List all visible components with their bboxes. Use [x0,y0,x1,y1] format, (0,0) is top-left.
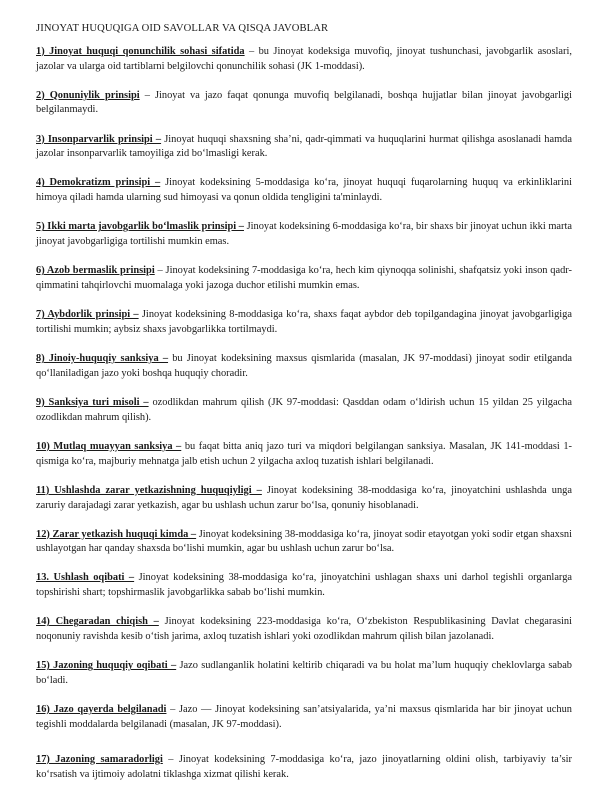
entry-text: – bu Jinoyat kodeksiga muvofiq, jinoyat tushunchasi, javobgarlik asoslari, jazolar va ularga oid tartiblarni belgilovchi qonunchilik sohasi (JK 1-moddasi). [36,45,572,72]
entry-text: – Jinoyat kodeksining 7-moddasiga ko‘ra, hech kim qiynoqqa solinishi, shafqatsiz yoki inson qadr-qimmatini tahqirlovchi muomalaga yoki jazoga duchor etilishi mumkin emas. [36,265,572,292]
qa-entry-14 [36,615,572,645]
entry-term: 15) Jazoning huquqiy oqibati – [36,660,177,672]
entry-text: – Jinoyat va jazo faqat qonunga muvofiq belgilanadi, boshqa hujjatlar bilan jinoyat javobgarligi belgilanmaydi. [36,89,572,116]
entry-term: 7) Aybdorlik prinsipi – [36,309,139,321]
entry-text: Jinoyat kodeksining 6-moddasiga ko‘ra, bir shaxs bir jinoyat uchun ikki marta jinoyat javobgarligiga tortilishi mumkin emas. [36,221,573,248]
entry-term: 6) Azob bermaslik prinsipi [36,265,155,277]
qa-entry-12 [36,528,572,558]
qa-entry-15 [36,659,572,689]
qa-entry-9 [36,396,572,426]
entry-term: 12) Zarar yetkazish huquqi kimda – [36,528,197,540]
entry-term: 3) Insonparvarlik prinsipi – [36,133,162,145]
entry-term: 9) Sanksiya turi misoli – [36,396,149,408]
entry-text: Jinoyat kodeksining 223-moddasiga ko‘ra, O‘zbekiston Respublikasining Davlat chegarasini noqonuniy ravishda kesib o‘tish jarima, axloq tuzatish ishlari yoki ozodlikdan mahrum qilish bilan jazolanadi. [36,616,572,643]
qa-entry-11 [36,484,572,514]
entry-term: 14) Chegaradan chiqish – [36,616,159,628]
entry-term: 11) Ushlashda zarar yetkazishning huquqiyligi – [36,484,262,496]
entry-text: – Jazo — Jinoyat kodeksining san’atsiyalarida, ya’ni maxsus qismlarida har bir jinoyat uchun tegishli moddalarda belgilanadi (masalan, JK 97-moddasi). [36,704,572,730]
qa-entry-16 [36,703,572,733]
entry-text: Jinoyat kodeksining 38-moddasiga ko‘ra, jinoyatchini ushlashda unga zaruriy darajadagi zarar yetkazish, agar bu ushlash uchun zarur bo‘lsa, qonuniy hisoblanadi. [36,484,572,511]
qa-entry-6 [36,264,572,294]
entry-text: bu faqat bitta aniq jazo turi va miqdori belgilangan sanksiya. Masalan, JK 141-moddasi 1-qismiga ko‘ra, majburiy mehnatga jalb etish uchun 2 yilgacha axloq tuzatish ishlari belgilanadi. [36,440,572,467]
qa-entry-1 [36,45,572,75]
entry-text: bu Jinoyat kodeksining maxsus qismlarida (masalan, JK 97-moddasi) jinoyat sodir etilganda qo‘llaniladigan jazo yoki boshqa huquqiy choradir. [36,353,572,379]
qa-entry-10 [36,440,572,470]
qa-entry-2 [36,89,572,119]
entry-text: Jinoyat kodeksining 8-moddasiga ko‘ra, shaxs faqat aybdor deb topilgandagina jinoyat javobgarligiga tortilishi mumkin; aybsiz shaxs javobgarlikka tortilmaydi. [36,309,572,335]
qa-entry-5 [36,220,572,250]
entry-term: 5) Ikki marta javobgarlik bo‘lmaslik prinsipi – [36,221,244,233]
entry-text: ozodlikdan mahrum qilish (JK 97-moddasi: Qasddan odam o‘ldirish uchun 15 yildan 25 yilgacha ozodlikdan mahrum qilish). [36,396,572,423]
entry-term: 4) Demokratizm prinsipi – [36,177,161,189]
document-title: JINOYAT HUQUQIGA OID SAVOLLAR VA QISQA JAVOBLAR [36,23,329,34]
entry-term: 10) Mutlaq muayyan sanksiya – [36,440,182,452]
qa-entry-7 [36,308,572,338]
qa-entry-3 [36,133,572,163]
entry-text: Jinoyat kodeksining 38-moddasiga ko‘ra, jinoyat sodir etayotgan yoki sodir etgan shaxsni ushlayotgan har qanday shaxsda bo‘lishi mumkin, agar bu ushlash uchun zarur bo‘lsa. [36,528,573,555]
qa-entry-8 [36,352,572,382]
qa-entry-13 [36,571,572,601]
entry-term: 1) Jinoyat huquqi qonunchilik sohasi sifatida [36,45,245,57]
entry-term: 13. Ushlash oqibati – [36,572,135,584]
entry-text: Jinoyat huquqi shaxsning sha’ni, qadr-qimmati va huquqlarini hurmat qilishga asoslanadi hamda jazolar insonparvarlik tamoyiliga zid bo‘lmasligi kerak. [36,133,572,160]
entry-term: 8) Jinoiy-huquqiy sanksiya – [36,353,169,365]
entry-text: – Jinoyat kodeksining 7-moddasiga ko‘ra, jazo jinoyatlarning oldini olish, tarbiyaviy ta’sir ko‘rsatish va ijtimoiy adolatni tiklashga xizmat qilishi kerak. [36,753,572,780]
entry-term: 17) Jazoning samaradorligi [36,753,163,765]
qa-entry-4 [36,176,572,206]
entry-text: Jinoyat kodeksining 38-moddasiga ko‘ra, jinoyatchini ushlagan shaxs uni darhol tegishli organlarga topshirishi shart; topshirmaslik javobgarlikka sabab bo‘lishi mumkin. [36,572,573,599]
entry-term: 16) Jazo qayerda belgilanadi [36,704,167,716]
entry-term: 2) Qonuniylik prinsipi [36,89,140,101]
entry-text: Jinoyat kodeksining 5-moddasiga ko‘ra, jinoyat huquqi fuqarolarning huquq va erkinliklarini himoya qiladi hamda ularning sud himoyasi va qonun oldida tengligini ta'minlaydi. [36,177,572,204]
entry-text: Jazo sudlanganlik holatini keltirib chiqaradi va bu holat ma’lum huquqiy cheklovlarga sabab bo‘ladi. [36,660,572,687]
qa-entry-17 [36,753,572,783]
